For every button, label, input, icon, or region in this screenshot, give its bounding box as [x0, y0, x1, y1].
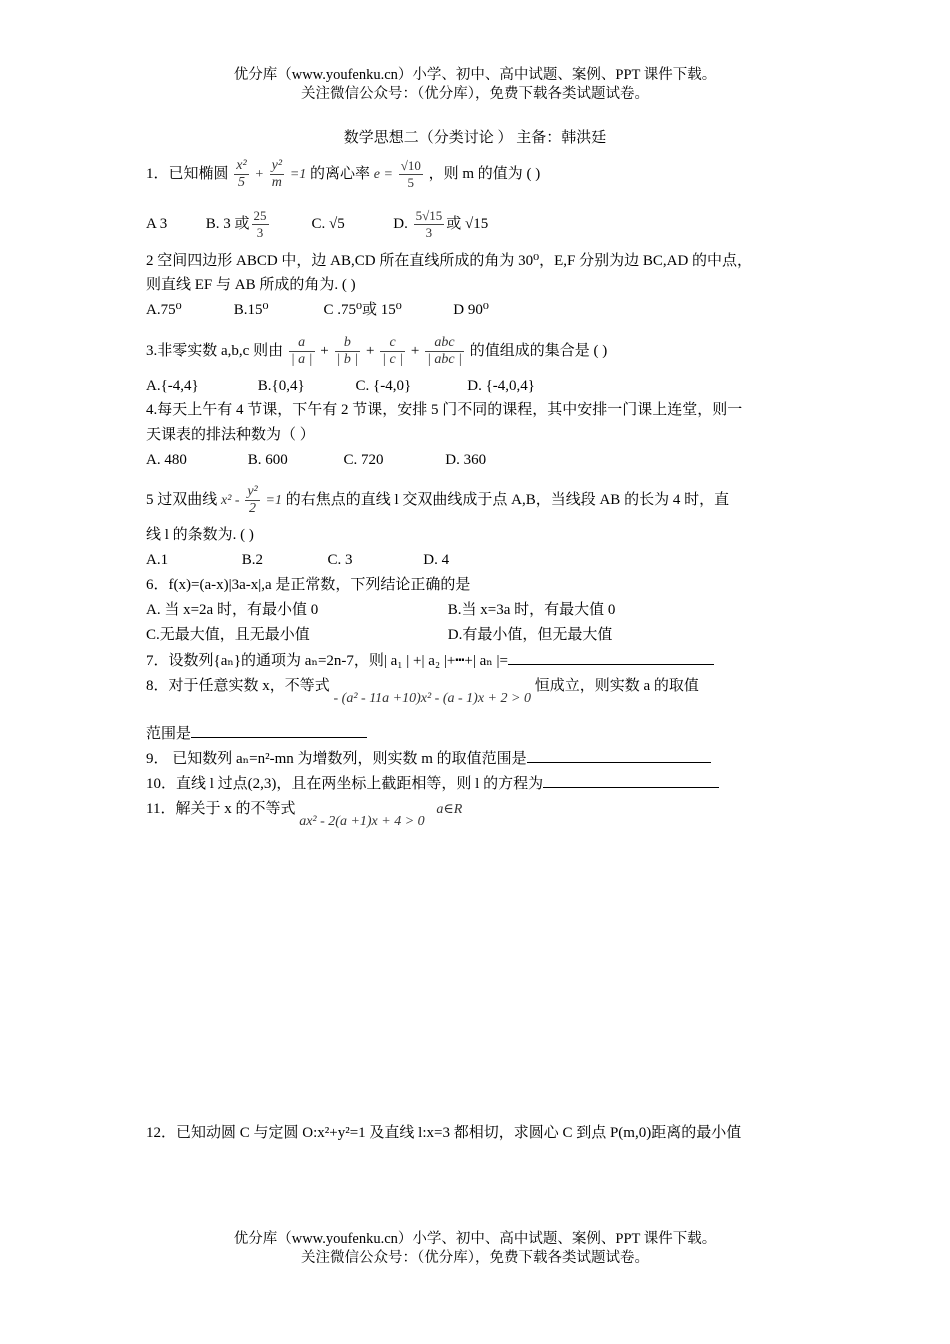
q1-frac-e-num: √10: [400, 158, 421, 173]
q5-frac-den: 2: [249, 501, 257, 516]
q1-frac-x-den: 5: [237, 175, 245, 190]
q11-condition: a∈R: [436, 802, 463, 817]
q1-option-d-text: D.: [393, 215, 408, 232]
q10-answer-blank[interactable]: [543, 772, 719, 788]
footer-line-2: 关注微信公众号：（优分库），免费下载各类试题试卷。: [301, 1250, 649, 1266]
q1-mid: 的离心率: [310, 165, 371, 182]
q5-option-b: B.2: [241, 552, 264, 568]
q5-frac-num: y²: [247, 484, 258, 499]
q3-options: [146, 375, 535, 397]
q1-frac-y-num: y²: [271, 158, 283, 173]
q4-option-a: A. 480: [146, 452, 187, 468]
q2-line-1: 2 空间四边形 ABCD 中，边 AB,CD 所在直线所成的角为 30⁰，E,F 分别为边 BC,AD 的中点，: [146, 253, 753, 269]
question-7: [146, 649, 714, 672]
q1-frac-x-num: x²: [236, 158, 247, 173]
q3-frac-b: [335, 335, 361, 368]
q5-prefix: 5 过双曲线: [146, 491, 218, 508]
question-1: [146, 158, 540, 191]
q1-option-b-frac: [252, 208, 269, 241]
q8-answer-blank[interactable]: [191, 722, 367, 738]
q8-inequality: - (a² - 11a +10)x² - (a - 1)x + 2 > 0: [333, 691, 531, 706]
q3-prefix: 3.非零实数 a,b,c 则由: [146, 342, 284, 359]
question-11: [146, 798, 463, 829]
q1-option-b-num: 25: [253, 208, 267, 223]
q3-option-d: D. {-4,0,4}: [467, 378, 535, 394]
q4-line-2: 天课表的排法种数为（ ）: [146, 427, 315, 443]
q9-answer-blank[interactable]: [527, 747, 711, 763]
q6-option-c: C.无最大值，且无最小值: [146, 627, 310, 643]
page-title: 数学思想二（分类讨论 ） 主备：韩洪廷: [343, 130, 607, 146]
q3-option-c: C. {-4,0}: [355, 378, 412, 394]
q3-frac-a: [289, 335, 315, 368]
footer-line-1: 优分库（www.youfenku.cn）小学、初中、高中试题、案例、PPT 课件下载。: [233, 1231, 717, 1247]
q4-option-b: B. 600: [247, 452, 288, 468]
question-8: [146, 675, 699, 706]
q1-prefix: 1．已知椭圆: [146, 165, 229, 182]
question-12: 12．已知动圆 C 与定圆 O:x²+y²=1 及直线 l:x=3 都相切，求圆心 C 到点 P(m,0)距离的最小值: [146, 1125, 742, 1141]
q3-suffix: 的值组成的集合是 ( ): [469, 342, 608, 359]
question-10: [146, 772, 719, 795]
q1-e: e =: [373, 166, 393, 182]
q7-text: 7．设数列{aₙ}的通项为 aₙ=2n-7，则| a₁ | +| a₂ |+┅+| aₙ |=: [146, 653, 508, 669]
q3-frac-abc: [425, 335, 464, 368]
q2-line-2: 则直线 EF 与 AB 所成的角为. ( ): [146, 277, 356, 293]
q3-frac-c-num: c: [380, 335, 405, 352]
q2-option-d: D 90⁰: [453, 302, 489, 318]
q4-option-c: C. 720: [343, 452, 384, 468]
q1-option-a: A 3: [146, 215, 168, 232]
q1-frac-y: [270, 158, 284, 191]
q6-options-row-1: [146, 599, 615, 621]
q5-option-c: C. 3: [327, 552, 353, 568]
q1-option-c: C. √5: [311, 215, 345, 232]
q5-suffix: 的右焦点的直线 l 交双曲线成于点 A,B，当线段 AB 的长为 4 时，直: [285, 491, 730, 508]
q5-math-x: x² -: [221, 492, 240, 508]
q5-option-a: A.1: [146, 552, 169, 568]
q8-suffix: 恒成立，则实数 a 的取值: [534, 678, 699, 694]
header-line-1: 优分库（www.youfenku.cn）小学、初中、高中试题、案例、PPT 课件下载。: [233, 67, 717, 83]
question-9: [146, 747, 711, 770]
q1-options: [146, 208, 488, 241]
q5-line-2: 线 l 的条数为. ( ): [146, 527, 254, 543]
question-3: 3.非零实数 a,b,c 则由 $\frac{a}{| a |}$ + $\frac{b}{| b |}$ + $\frac{c}{| c |}$ + $\frac{\text{abc}}{\text{| abc |}}$ 的值组成的集合是 ( ): [146, 335, 608, 367]
q10-text: 10．直线 l 过点(2,3)，且在两坐标上截距相等，则 l 的方程为: [146, 776, 544, 792]
q1-frac-x: [234, 158, 248, 191]
q2-option-c: C .75⁰或 15⁰: [323, 302, 402, 318]
q9-text: 9． 已知数列 aₙ=n²-mn 为增数列，则实数 m 的取值范围是: [146, 751, 527, 767]
q4-options: [146, 449, 486, 471]
q3-frac-abc-num: abc: [425, 335, 464, 352]
q1-option-d-den: 3: [425, 225, 433, 240]
q8-prefix: 8．对于任意实数 x，不等式: [146, 678, 330, 694]
q1-frac-e: [399, 158, 423, 191]
q1-plus: +: [254, 166, 264, 182]
q1-option-d-num: 5√15: [415, 208, 443, 223]
q6-stem: 6．f(x)=(a-x)|3a-x|,a 是正常数，下列结论正确的是: [146, 577, 471, 593]
q1-eq: =1: [289, 166, 307, 182]
q3-frac-b-num: b: [335, 335, 361, 352]
q3-frac-abc-den: | abc |: [427, 352, 462, 367]
q3-frac-a-den: | a |: [290, 352, 313, 367]
q1-option-b-den: 3: [256, 225, 264, 240]
q8-l2-text: 范围是: [146, 726, 192, 742]
q3-frac-a-num: a: [289, 335, 315, 352]
q6-options-row-2: [146, 624, 612, 646]
q1-option-d: [393, 208, 488, 241]
q6-option-a: A. 当 x=2a 时，有最小值 0: [146, 602, 319, 618]
q2-option-a: A.75⁰: [146, 302, 182, 318]
q1-option-d-frac: [414, 208, 445, 241]
q11-prefix: 11．解关于 x 的不等式: [146, 801, 296, 817]
q11-inequality: ax² - 2(a +1)x + 4 > 0: [299, 814, 425, 829]
header-line-2: 关注微信公众号：（优分库），免费下载各类试题试卷。: [301, 86, 649, 102]
q3-option-b: B.{0,4}: [257, 378, 305, 394]
q1-frac-e-den: 5: [407, 175, 415, 190]
q1-option-b-text: B. 3 或: [205, 215, 250, 232]
q6-option-d: D.有最小值，但无最大值: [447, 627, 613, 643]
q3-option-a: A.{-4,4}: [146, 378, 199, 394]
q4-line-1: 4.每天上午有 4 节课，下午有 2 节课，安排 5 门不同的课程，其中安排一门课上连堂，则一: [146, 402, 743, 418]
q1-option-b: [206, 208, 308, 241]
q3-frac-c-den: | c |: [382, 352, 404, 367]
q5-option-d: D. 4: [423, 552, 450, 568]
q1-option-d-suffix: 或 √15: [446, 215, 489, 232]
q5-options: [146, 549, 449, 571]
q6-option-b: B.当 x=3a 时，有最大值 0: [447, 602, 616, 618]
q2-option-b: B.15⁰: [233, 302, 269, 318]
q1-frac-y-den: m: [271, 175, 282, 190]
q3-frac-b-den: | b |: [336, 352, 359, 367]
question-5: [146, 484, 729, 517]
q2-options: [146, 299, 489, 321]
q3-frac-c: [380, 335, 405, 368]
q5-frac: [245, 484, 259, 517]
q5-eq: =1: [265, 492, 282, 508]
q4-option-d: D. 360: [445, 452, 487, 468]
q1-suffix: ，则 m 的值为 ( ): [428, 165, 541, 182]
q7-answer-blank[interactable]: [508, 649, 714, 665]
q8-line-2: [146, 722, 367, 745]
